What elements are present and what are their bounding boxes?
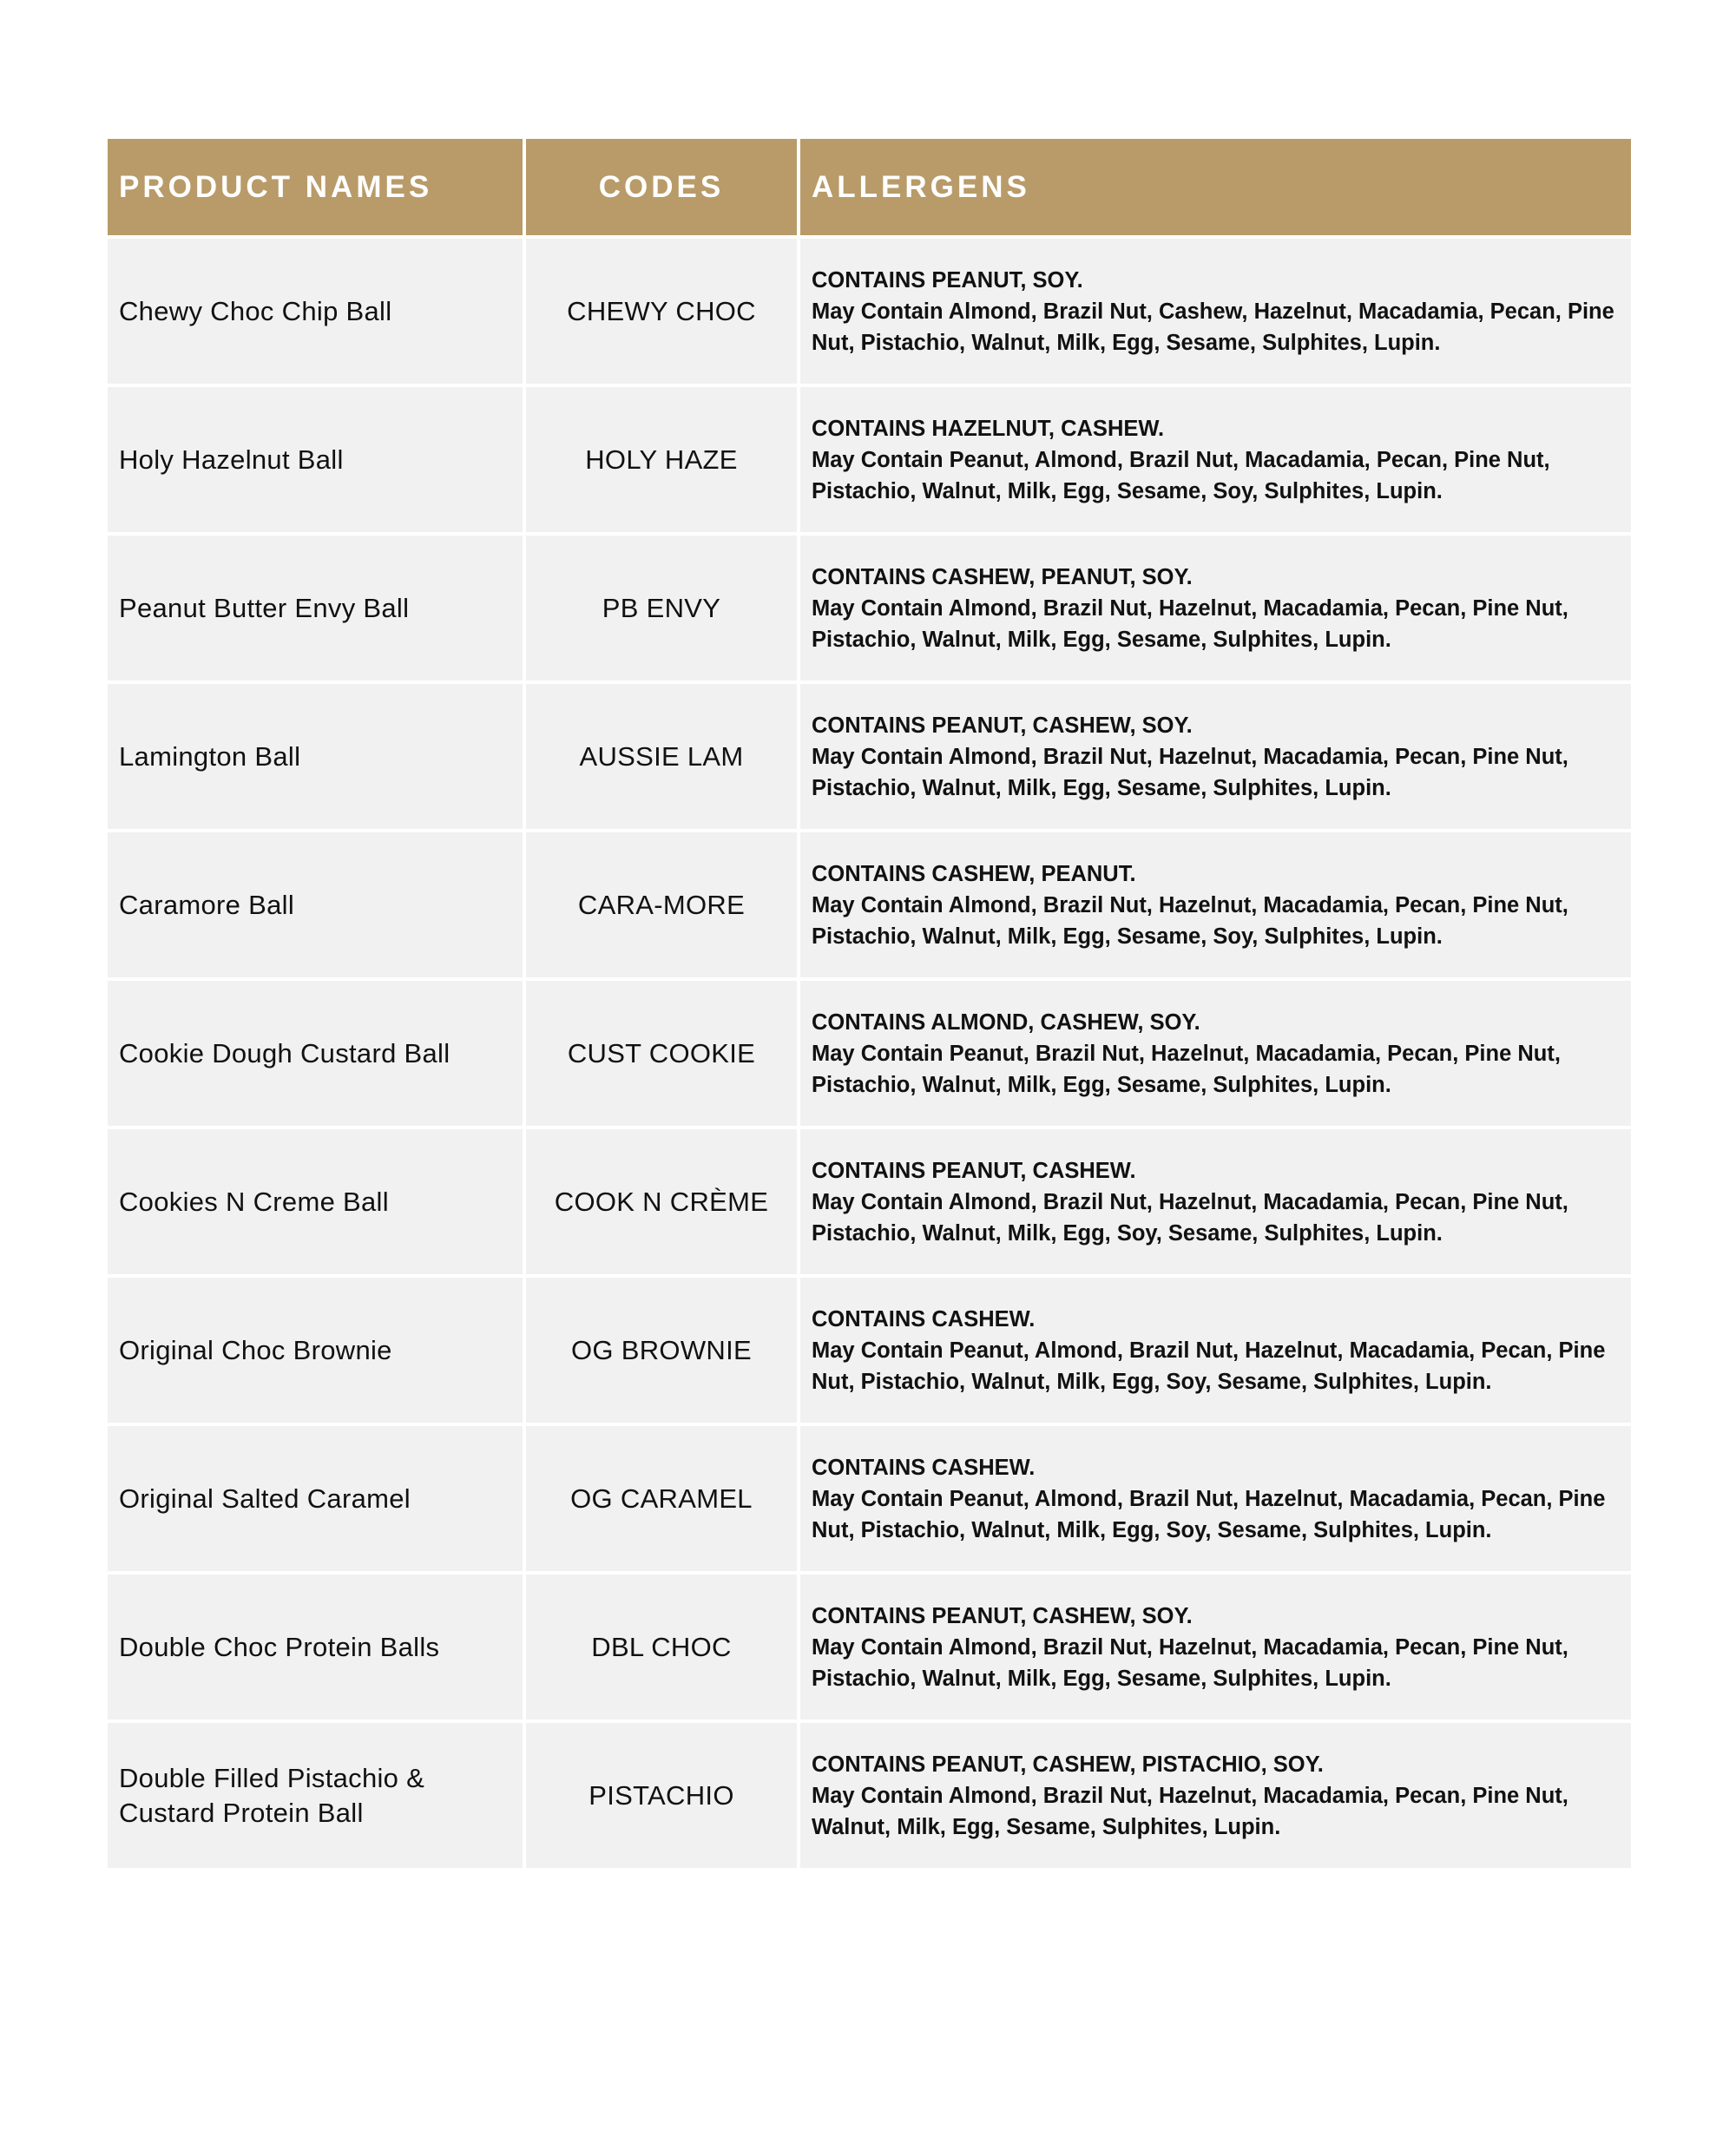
product-code: OG BROWNIE xyxy=(571,1334,752,1365)
may-contain-text: May Contain Almond, Brazil Nut, Hazelnut, Macadamia, Pecan, Pine Nut, Pistachio, Walnut, Milk, Egg, Soy, Sesame, Sulphites, Lupin. xyxy=(812,1189,1568,1246)
may-contain-text: May Contain Peanut, Almond, Brazil Nut, Hazelnut, Macadamia, Pecan, Pine Nut, Pistachio, Walnut, Milk, Egg, Soy, Sesame, Sulphites, Lupin. xyxy=(812,1338,1606,1394)
contains-text: CONTAINS CASHEW. xyxy=(812,1455,1036,1480)
product-name-cell xyxy=(108,1723,523,1868)
header-codes: CODES xyxy=(526,139,797,235)
may-contain-text: May Contain Almond, Brazil Nut, Cashew, Hazelnut, Macadamia, Pecan, Pine Nut, Pistachio, Walnut, Milk, Egg, Sesame, Sulphites, Lupin. xyxy=(812,299,1614,355)
may-contain-text: May Contain Peanut, Almond, Brazil Nut, Hazelnut, Macadamia, Pecan, Pine Nut, Pistachio, Walnut, Milk, Egg, Soy, Sesame, Sulphites, Lupin. xyxy=(812,1486,1606,1542)
header-allergens: ALLERGENS xyxy=(800,139,1631,235)
allergens-cell xyxy=(800,1723,1631,1868)
product-code: HOLY HAZE xyxy=(585,444,738,475)
product-name-cell xyxy=(108,387,523,532)
header-product-names: PRODUCT NAMES xyxy=(108,139,523,235)
product-code-cell xyxy=(526,1129,797,1274)
may-contain-text: May Contain Almond, Brazil Nut, Hazelnut, Macadamia, Pecan, Pine Nut, Pistachio, Walnut, Milk, Egg, Sesame, Sulphites, Lupin. xyxy=(812,1634,1568,1691)
product-code: PISTACHIO xyxy=(589,1779,734,1811)
contains-text: CONTAINS PEANUT, CASHEW, PISTACHIO, SOY. xyxy=(812,1752,1324,1777)
may-contain-text: May Contain Almond, Brazil Nut, Hazelnut, Macadamia, Pecan, Pine Nut, Pistachio, Walnut, Milk, Egg, Sesame, Sulphites, Lupin. xyxy=(812,744,1568,800)
table-row xyxy=(108,684,1631,829)
contains-text: CONTAINS CASHEW, PEANUT. xyxy=(812,861,1136,886)
product-name-cell xyxy=(108,536,523,681)
product-code: DBL CHOC xyxy=(591,1631,732,1662)
product-code-cell xyxy=(526,1426,797,1571)
product-name: Cookies N Creme Ball xyxy=(119,1186,389,1217)
product-code: COOK N CRÈME xyxy=(554,1186,769,1217)
product-code-cell xyxy=(526,1575,797,1719)
product-code: CUST COOKIE xyxy=(567,1037,756,1068)
allergens-cell xyxy=(800,239,1631,384)
product-name-cell xyxy=(108,684,523,829)
product-code-cell xyxy=(526,1278,797,1423)
may-contain-text: May Contain Almond, Brazil Nut, Hazelnut, Macadamia, Pecan, Pine Nut, Pistachio, Walnut, Milk, Egg, Sesame, Soy, Sulphites, Lupin. xyxy=(812,892,1568,949)
table-row xyxy=(108,239,1631,384)
allergens-cell xyxy=(800,1575,1631,1719)
table-row xyxy=(108,1278,1631,1423)
may-contain-text: May Contain Almond, Brazil Nut, Hazelnut, Macadamia, Pecan, Pine Nut, Pistachio, Walnut, Milk, Egg, Sesame, Sulphites, Lupin. xyxy=(812,595,1568,652)
contains-text: CONTAINS CASHEW, PEANUT, SOY. xyxy=(812,564,1193,589)
table-row xyxy=(108,832,1631,977)
allergens-cell xyxy=(800,981,1631,1126)
product-code-cell xyxy=(526,239,797,384)
product-name: Lamington Ball xyxy=(119,740,301,772)
contains-text: CONTAINS ALMOND, CASHEW, SOY. xyxy=(812,1009,1200,1035)
allergens-cell xyxy=(800,1129,1631,1274)
product-code-cell xyxy=(526,387,797,532)
contains-text: CONTAINS HAZELNUT, CASHEW. xyxy=(812,416,1165,441)
product-name-cell xyxy=(108,1426,523,1571)
product-code-cell xyxy=(526,832,797,977)
product-name-cell xyxy=(108,832,523,977)
product-name: Chewy Choc Chip Ball xyxy=(119,295,392,326)
product-name-cell xyxy=(108,981,523,1126)
product-name: Double Filled Pistachio & Custard Protein Ball xyxy=(119,1762,425,1828)
product-code: AUSSIE LAM xyxy=(579,740,744,772)
table-body xyxy=(108,239,1631,1868)
product-name-cell xyxy=(108,1575,523,1719)
product-code-cell xyxy=(526,536,797,681)
allergen-table xyxy=(108,139,1631,1871)
product-name-cell xyxy=(108,1129,523,1274)
allergens-cell xyxy=(800,832,1631,977)
product-name-cell xyxy=(108,1278,523,1423)
product-code: CHEWY CHOC xyxy=(567,295,756,326)
may-contain-text: May Contain Peanut, Brazil Nut, Hazelnut, Macadamia, Pecan, Pine Nut, Pistachio, Walnut, Milk, Egg, Sesame, Sulphites, Lupin. xyxy=(812,1041,1561,1097)
product-name: Caramore Ball xyxy=(119,889,295,920)
product-name: Cookie Dough Custard Ball xyxy=(119,1037,450,1068)
product-code-cell xyxy=(526,981,797,1126)
allergens-cell xyxy=(800,1278,1631,1423)
allergens-cell xyxy=(800,536,1631,681)
table-row xyxy=(108,1129,1631,1274)
product-code-cell xyxy=(526,684,797,829)
contains-text: CONTAINS PEANUT, CASHEW. xyxy=(812,1158,1136,1183)
product-name: Peanut Butter Envy Ball xyxy=(119,592,410,623)
product-code: PB ENVY xyxy=(602,592,721,623)
table-row xyxy=(108,1723,1631,1868)
product-name-cell xyxy=(108,239,523,384)
may-contain-text: May Contain Peanut, Almond, Brazil Nut, Macadamia, Pecan, Pine Nut, Pistachio, Walnut, Milk, Egg, Sesame, Soy, Sulphites, Lupin. xyxy=(812,447,1550,503)
product-name: Original Choc Brownie xyxy=(119,1334,392,1365)
contains-text: CONTAINS CASHEW. xyxy=(812,1306,1036,1331)
table-row xyxy=(108,387,1631,532)
product-code: CARA-MORE xyxy=(577,889,746,920)
allergens-cell xyxy=(800,1426,1631,1571)
allergens-cell xyxy=(800,387,1631,532)
product-name: Original Salted Caramel xyxy=(119,1483,411,1514)
table-row xyxy=(108,981,1631,1126)
contains-text: CONTAINS PEANUT, CASHEW, SOY. xyxy=(812,713,1193,738)
contains-text: CONTAINS PEANUT, SOY. xyxy=(812,267,1083,293)
product-code-cell xyxy=(526,1723,797,1868)
table-row xyxy=(108,1575,1631,1719)
allergens-cell xyxy=(800,684,1631,829)
table-row xyxy=(108,536,1631,681)
product-code: OG CARAMEL xyxy=(570,1483,753,1514)
may-contain-text: May Contain Almond, Brazil Nut, Hazelnut, Macadamia, Pecan, Pine Nut, Walnut, Milk, Egg, Sesame, Sulphites, Lupin. xyxy=(812,1783,1568,1839)
table-row xyxy=(108,1426,1631,1571)
product-name: Holy Hazelnut Ball xyxy=(119,444,344,475)
table-header-row xyxy=(108,139,1631,235)
contains-text: CONTAINS PEANUT, CASHEW, SOY. xyxy=(812,1603,1193,1628)
product-name: Double Choc Protein Balls xyxy=(119,1631,440,1662)
